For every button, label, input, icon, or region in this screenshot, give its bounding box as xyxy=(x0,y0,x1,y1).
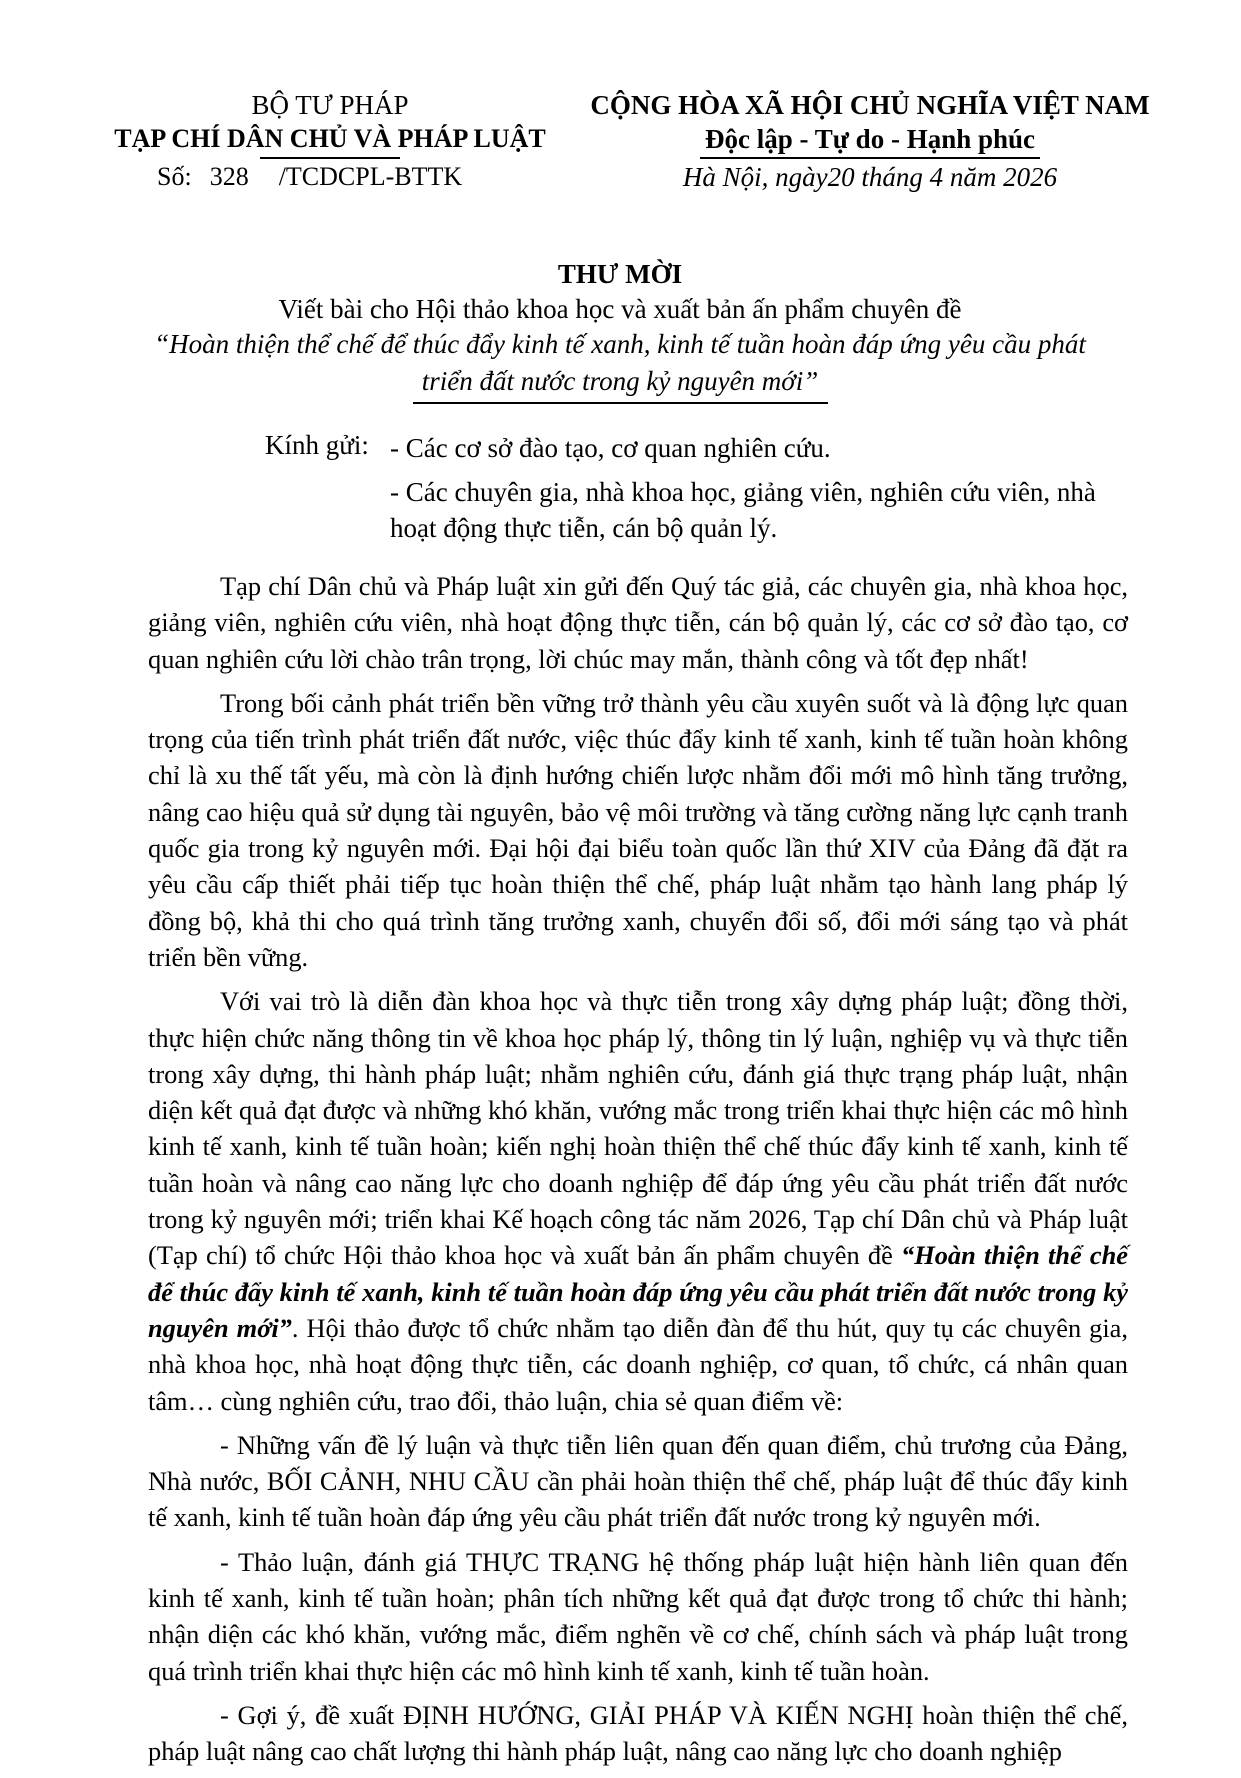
issue-date: Hà Nội, ngày20 tháng 4 năm 2026 xyxy=(682,162,1058,192)
title-block xyxy=(120,256,1120,404)
number-label: Số: xyxy=(157,162,192,191)
recipient-item: - Các cơ sở đào tạo, cơ quan nghiên cứu. xyxy=(390,433,831,463)
national-header xyxy=(580,88,1160,159)
document-subtitle: Viết bài cho Hội thảo khoa học và xuất bản ấn phẩm chuyên đề xyxy=(278,294,962,324)
topic-line-1: “Hoàn thiện thể chế để thúc đẩy kinh tế xanh, kinh tế tuần hoàn đáp ứng yêu cầu phát xyxy=(154,329,1086,359)
topic-underline xyxy=(413,402,828,404)
agency-name: TẠP CHÍ DÂN CHỦ VÀ PHÁP LUẬT xyxy=(114,124,546,153)
recipients-label: Kính gửi: xyxy=(265,430,369,460)
motto-underline xyxy=(700,157,1040,159)
bullet-item: - Gợi ý, đề xuất ĐỊNH HƯỚNG, GIẢI PHÁP VÀ KIẾN NGHỊ hoàn thiện thể chế, pháp luật nâng cao chất lượng thi hành pháp luật, nâng cao năng lực cho doanh nghiệp xyxy=(148,1699,1128,1767)
number-suffix: /TCDCPL-BTTK xyxy=(278,162,463,191)
letter-body xyxy=(148,568,1128,1778)
header-divider xyxy=(260,157,400,159)
document-number xyxy=(157,162,462,192)
topic-line-2: triển đất nước trong kỷ nguyên mới” xyxy=(421,366,819,396)
recipient-item: - Các chuyên gia, nhà khoa học, giảng viên, nghiên cứu viên, nhà hoạt động thực tiễn, cán bộ quản lý. xyxy=(390,477,1096,543)
paragraph-text: Với vai trò là diễn đàn khoa học và thực tiễn trong xây dựng pháp luật; đồng thời, thực hiện chức năng thông tin về khoa học pháp lý, thông tin lý luận, nghiệp vụ và thực tiễn trong xây dựng, thi hành pháp luật; nhằm nghiên cứu, đánh giá thực trạng pháp luật, nhận diện kết quả đạt được và những khó khăn, vướng mắc trong triển khai thực hiện các mô hình kinh tế xanh, kinh tế tuần hoàn; kiến nghị hoàn thiện thể chế thúc đẩy kinh tế xanh, kinh tế tuần hoàn và nâng cao năng lực cho doanh nghiệp để đáp ứng yêu cầu phát triển đất nước trong kỷ nguyên mới; triển khai Kế hoạch công tác năm 2026, Tạp chí Dân chủ và Pháp luật (Tạp chí) tổ chức Hội thảo khoa học và xuất bản ấn phẩm chuyên đề xyxy=(148,986,1128,1271)
body-paragraph xyxy=(148,983,1128,1419)
issuer-header xyxy=(100,88,560,159)
number-value: 328 xyxy=(209,162,249,191)
body-paragraph: Tạp chí Dân chủ và Pháp luật xin gửi đến Quý tác giả, các chuyên gia, nhà khoa học, giảng viên, nghiên cứu viên, nhà hoạt động thực tiễn, cán bộ quản lý, các cơ sở đào tạo, cơ quan nghiên cứu lời chào trân trọng, lời chúc may mắn, thành công và tốt đẹp nhất! xyxy=(148,571,1128,674)
document-title: THƯ MỜI xyxy=(557,259,683,289)
country-name: CỘNG HÒA XÃ HỘI CHỦ NGHĨA VIỆT NAM xyxy=(590,90,1150,120)
highlighted-topic: “Hoàn thiện thể chế để thúc đẩy kinh tế xanh, kinh tế tuần hoàn đáp ứng yêu cầu phát triển đất nước trong kỷ nguyên mới” xyxy=(148,1240,1128,1343)
ministry-name: BỘ TƯ PHÁP xyxy=(251,90,409,120)
bullet-item: - Thảo luận, đánh giá THỰC TRẠNG hệ thống pháp luật hiện hành liên quan đến kinh tế xanh, kinh tế tuần hoàn; phân tích những kết quả đạt được trong tổ chức thi hành; nhận diện các khó khăn, vướng mắc, điểm nghẽn về cơ chế, chính sách và pháp luật trong quá trình triển khai thực hiện các mô hình kinh tế xanh, kinh tế tuần hoàn. xyxy=(148,1546,1128,1686)
bullet-item: - Những vấn đề lý luận và thực tiễn liên quan đến quan điểm, chủ trương của Đảng, Nhà nước, BỐI CẢNH, NHU CẦU cần phải hoàn thiện thể chế, pháp luật để thúc đẩy kinh tế xanh, kinh tế tuần hoàn đáp ứng yêu cầu phát triển đất nước trong kỷ nguyên mới. xyxy=(148,1429,1128,1533)
body-paragraph: Trong bối cảnh phát triển bền vững trở thành yêu cầu xuyên suốt và là động lực quan trọng của tiến trình phát triển đất nước, việc thúc đẩy kinh tế xanh, kinh tế tuần hoàn không chỉ là xu thế tất yếu, mà còn là định hướng chiến lược nhằm đổi mới mô hình tăng trưởng, nâng cao hiệu quả sử dụng tài nguyên, bảo vệ môi trường và tăng cường năng lực cạnh tranh quốc gia trong kỷ nguyên mới. Đại hội đại biểu toàn quốc lần thứ XIV của Đảng đã đặt ra yêu cầu cấp thiết phải tiếp tục hoàn thiện thể chế, pháp luật nhằm tạo hành lang pháp lý đồng bộ, khả thi cho quá trình tăng trưởng xanh, chuyển đổi số, đổi mới sáng tạo và phát triển bền vững. xyxy=(148,687,1128,972)
recipients-list xyxy=(390,430,1130,554)
national-motto: Độc lập - Tự do - Hạnh phúc xyxy=(704,124,1036,154)
paragraph-text: . Hội thảo được tổ chức nhằm tạo diễn đàn để thu hút, quy tụ các chuyên gia, nhà khoa học, nhà hoạt động thực tiễn, các doanh nghiệp, cơ quan, tổ chức, cá nhân quan tâm… cùng nghiên cứu, trao đổi, thảo luận, chia sẻ quan điểm về: xyxy=(148,1312,1128,1416)
